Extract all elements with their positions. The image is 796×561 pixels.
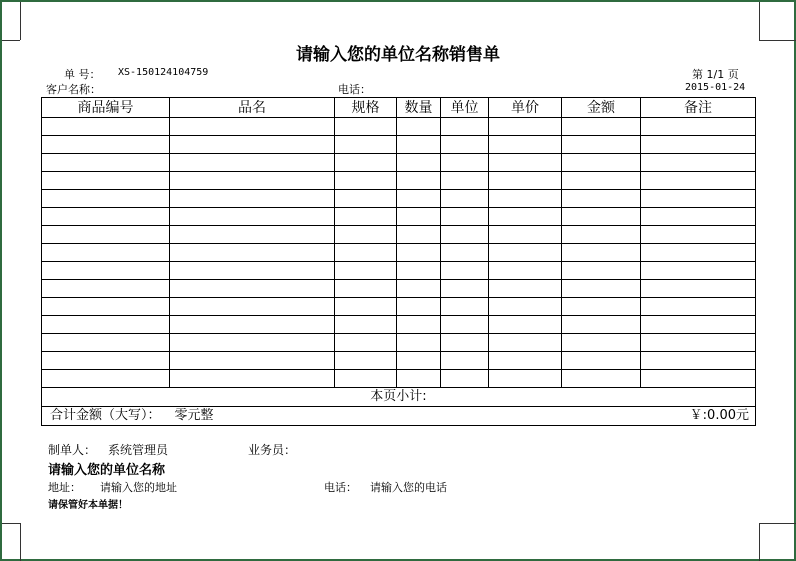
table-cell xyxy=(42,334,170,352)
table-cell xyxy=(441,172,489,190)
table-cell xyxy=(397,352,441,370)
table-cell xyxy=(335,172,397,190)
column-header: 金额 xyxy=(562,98,641,118)
address-value: 请输入您的地址 xyxy=(100,481,177,494)
total-words: 零元整 xyxy=(174,408,214,423)
table-cell xyxy=(335,136,397,154)
column-header: 规格 xyxy=(335,98,397,118)
footer-phone-value: 请输入您的电话 xyxy=(370,481,447,494)
salesman-label: 业务员： xyxy=(248,443,297,457)
table-cell xyxy=(42,136,170,154)
table-cell xyxy=(170,370,335,388)
table-cell xyxy=(641,208,756,226)
column-header: 备注 xyxy=(641,98,756,118)
table-cell xyxy=(641,370,756,388)
table-cell xyxy=(441,208,489,226)
items-table xyxy=(41,97,756,426)
table-cell xyxy=(170,172,335,190)
customer-label: 客户名称： xyxy=(46,83,101,96)
address-label: 地址： xyxy=(48,481,81,494)
table-cell xyxy=(489,316,562,334)
crop-mark xyxy=(2,523,20,524)
total-label: 合计金额（大写）： xyxy=(50,408,161,423)
table-cell xyxy=(42,352,170,370)
table-cell xyxy=(441,298,489,316)
table-cell xyxy=(489,244,562,262)
table-cell xyxy=(641,352,756,370)
table-cell xyxy=(170,154,335,172)
table-row xyxy=(42,244,756,262)
document-title: 请输入您的单位名称销售单 xyxy=(296,45,500,65)
table-cell xyxy=(441,244,489,262)
total-words-group xyxy=(42,407,214,425)
table-cell xyxy=(335,226,397,244)
table-cell xyxy=(397,226,441,244)
table-cell xyxy=(489,208,562,226)
column-header: 品名 xyxy=(170,98,335,118)
column-header: 单价 xyxy=(489,98,562,118)
table-cell xyxy=(641,316,756,334)
table-cell xyxy=(42,280,170,298)
table-cell xyxy=(489,262,562,280)
table-cell xyxy=(170,244,335,262)
table-cell xyxy=(397,298,441,316)
crop-mark xyxy=(759,523,796,524)
crop-mark xyxy=(759,523,760,561)
table-cell xyxy=(441,352,489,370)
table-cell xyxy=(397,136,441,154)
table-cell xyxy=(335,244,397,262)
crop-mark xyxy=(20,2,21,40)
table-cell xyxy=(170,226,335,244)
table-cell xyxy=(42,262,170,280)
table-row xyxy=(42,118,756,136)
table-row xyxy=(42,370,756,388)
page-info: 第 1/1 页 xyxy=(692,68,739,81)
column-header: 商品编号 xyxy=(42,98,170,118)
total-row xyxy=(42,407,756,426)
doc-date: 2015-01-24 xyxy=(685,82,746,93)
table-cell xyxy=(397,280,441,298)
table-cell xyxy=(335,280,397,298)
table-cell xyxy=(335,316,397,334)
table-cell xyxy=(489,334,562,352)
table-row xyxy=(42,208,756,226)
table-cell xyxy=(170,118,335,136)
table-cell xyxy=(441,370,489,388)
table-row xyxy=(42,154,756,172)
table-cell xyxy=(42,208,170,226)
table-cell xyxy=(170,352,335,370)
table-cell xyxy=(641,226,756,244)
table-cell xyxy=(441,280,489,298)
table-cell xyxy=(641,334,756,352)
maker-label: 制单人： xyxy=(48,443,97,457)
table-cell xyxy=(562,298,641,316)
phone-label-header: 电话： xyxy=(338,83,371,96)
table-row xyxy=(42,226,756,244)
table-cell xyxy=(489,370,562,388)
table-cell xyxy=(170,136,335,154)
table-cell xyxy=(335,352,397,370)
table-cell xyxy=(335,118,397,136)
table-cell xyxy=(641,298,756,316)
table-cell xyxy=(397,334,441,352)
doc-no: XS-150124104759 xyxy=(118,67,209,78)
table-cell xyxy=(489,118,562,136)
table-cell xyxy=(489,352,562,370)
table-cell xyxy=(170,298,335,316)
table-cell xyxy=(42,370,170,388)
table-row xyxy=(42,136,756,154)
table-cell xyxy=(562,316,641,334)
table-cell xyxy=(562,208,641,226)
table-row xyxy=(42,298,756,316)
table-cell xyxy=(170,190,335,208)
subtotal-row xyxy=(42,388,756,407)
table-cell xyxy=(441,154,489,172)
table-cell xyxy=(641,172,756,190)
table-cell xyxy=(335,154,397,172)
table-cell xyxy=(397,370,441,388)
table-cell xyxy=(641,118,756,136)
table-cell xyxy=(562,172,641,190)
table-cell xyxy=(335,190,397,208)
table-cell xyxy=(397,244,441,262)
table-cell xyxy=(489,226,562,244)
table-cell xyxy=(641,136,756,154)
table-cell xyxy=(170,280,335,298)
maker-name: 系统管理员 xyxy=(108,443,169,457)
table-cell xyxy=(170,316,335,334)
footer-phone-label: 电话： xyxy=(324,481,357,494)
table-cell xyxy=(489,280,562,298)
table-cell xyxy=(42,316,170,334)
table-cell xyxy=(170,334,335,352)
table-cell xyxy=(489,172,562,190)
table-cell xyxy=(335,334,397,352)
table-cell xyxy=(441,190,489,208)
table-cell xyxy=(641,280,756,298)
table-cell xyxy=(562,136,641,154)
table-cell xyxy=(397,190,441,208)
footer-note: 请保管好本单据！ xyxy=(48,500,128,511)
table-cell xyxy=(562,190,641,208)
table-cell xyxy=(397,262,441,280)
company-name: 请输入您的单位名称 xyxy=(48,463,166,478)
table-row xyxy=(42,334,756,352)
table-cell xyxy=(42,172,170,190)
table-cell xyxy=(335,298,397,316)
total-cell xyxy=(42,407,756,426)
table-cell xyxy=(641,154,756,172)
subtotal-label: 本页小计: xyxy=(42,388,756,407)
table-row xyxy=(42,262,756,280)
table-cell xyxy=(42,244,170,262)
table-cell xyxy=(562,244,641,262)
column-header: 单位 xyxy=(441,98,489,118)
crop-mark xyxy=(759,2,760,40)
table-row xyxy=(42,352,756,370)
table-cell xyxy=(562,262,641,280)
table-cell xyxy=(489,190,562,208)
table-cell xyxy=(397,154,441,172)
table-cell xyxy=(170,262,335,280)
table-cell xyxy=(397,172,441,190)
table-cell xyxy=(335,262,397,280)
total-amount: ￥:0.00元 xyxy=(689,408,749,423)
table-cell xyxy=(441,226,489,244)
table-cell xyxy=(397,208,441,226)
table-cell xyxy=(397,118,441,136)
table-header-row xyxy=(42,98,756,118)
table-cell xyxy=(562,118,641,136)
table-cell xyxy=(441,334,489,352)
table-cell xyxy=(562,352,641,370)
table-cell xyxy=(562,154,641,172)
doc-no-label: 单 号： xyxy=(64,68,101,81)
table-cell xyxy=(42,226,170,244)
table-cell xyxy=(562,280,641,298)
table-cell xyxy=(335,208,397,226)
table-cell xyxy=(42,118,170,136)
table-cell xyxy=(641,190,756,208)
table-cell xyxy=(441,136,489,154)
table-row xyxy=(42,172,756,190)
table-cell xyxy=(441,262,489,280)
table-cell xyxy=(489,298,562,316)
table-row xyxy=(42,316,756,334)
table-row xyxy=(42,280,756,298)
table-cell xyxy=(335,370,397,388)
column-header: 数量 xyxy=(397,98,441,118)
table-cell xyxy=(489,154,562,172)
crop-mark xyxy=(20,523,21,561)
table-cell xyxy=(641,244,756,262)
table-cell xyxy=(397,316,441,334)
table-cell xyxy=(42,154,170,172)
table-cell xyxy=(489,136,562,154)
table-cell xyxy=(42,190,170,208)
table-cell xyxy=(562,226,641,244)
table-row xyxy=(42,190,756,208)
table-cell xyxy=(441,316,489,334)
table-cell xyxy=(562,370,641,388)
table-cell xyxy=(441,118,489,136)
table-cell xyxy=(562,334,641,352)
table-cell xyxy=(641,262,756,280)
table-cell xyxy=(170,208,335,226)
table-cell xyxy=(42,298,170,316)
